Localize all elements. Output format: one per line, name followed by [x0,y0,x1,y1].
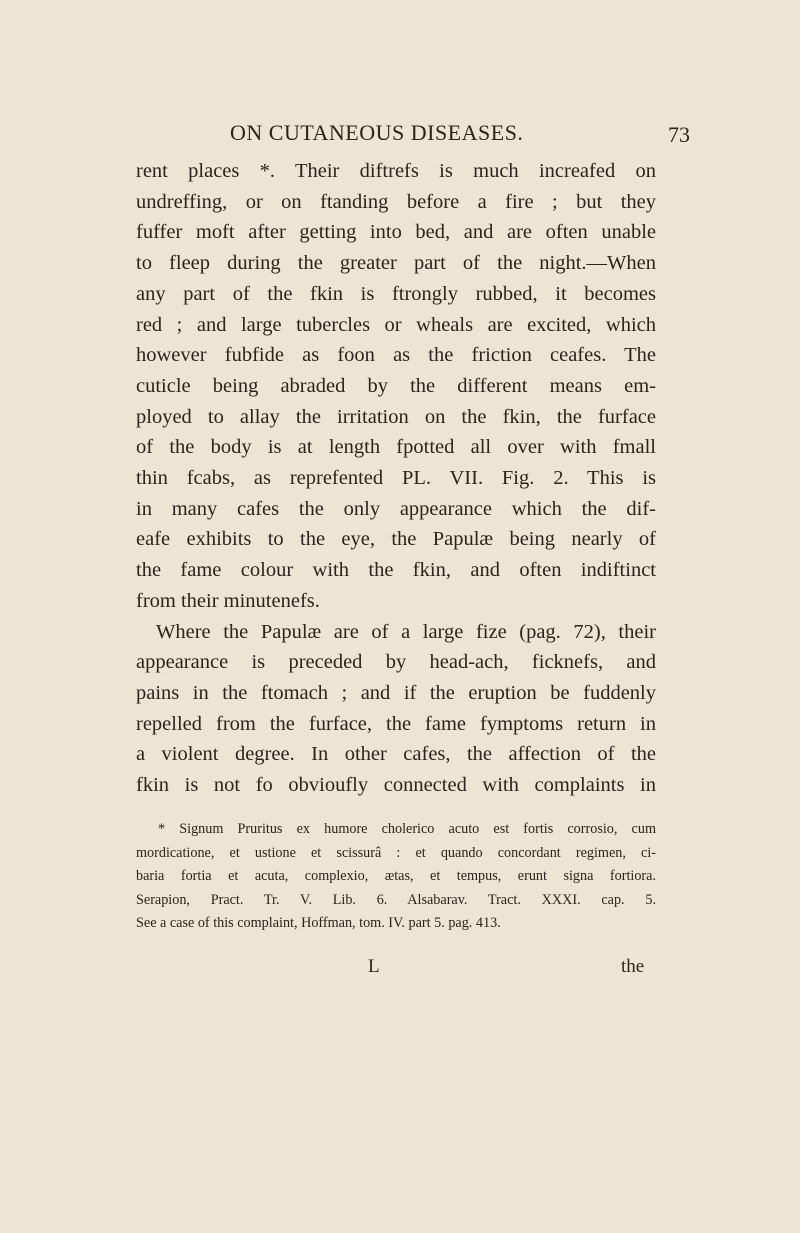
catchword: the [621,956,645,977]
text-line: red ; and large tubercles or wheals are excited, which [136,313,656,336]
text-line: however fubfide as foon as the friction ceafes. The [136,344,656,367]
text-line: of the body is at length fpotted all over with fmall [136,436,656,459]
text-line: pains in the ftomach ; and if the eruption be fuddenly [136,681,656,704]
text-line: Where the Papulæ are of a large fize (pag. 72), their [156,620,656,643]
running-title: ON CUTANEOUS DISEASES. [230,120,524,145]
text-line: undreffing, or on ftanding before a fire ; but they [136,190,656,213]
footnote-line: mordicatione, et ustione et scissurâ : et quando concordant regimen, ci- [136,844,656,861]
text-line: thin fcabs, as reprefented PL. VII. Fig. 2. This is [136,467,656,490]
text-line: in many cafes the only appearance which the dif- [136,497,656,520]
text-line: any part of the fkin is ftrongly rubbed, it becomes [136,282,656,305]
footnote [136,818,656,936]
text-line: cuticle being abraded by the different means em- [136,374,656,397]
text-line: fuffer moft after getting into bed, and are often unable [136,221,656,244]
footnote-line: * Signum Pruritus ex humore cholerico acuto est fortis corrosio, cum [158,821,656,837]
footnote-line: baria fortia et acuta, complexio, ætas, et tempus, erunt signa fortiora. [136,868,656,884]
text-line: eafe exhibits to the eye, the Papulæ being nearly of [136,528,656,551]
main-text [136,156,656,801]
text-line: appearance is preceded by head-ach, ficknefs, and [136,651,656,674]
running-header [220,120,690,154]
text-line: from their minutenefs. [136,589,320,612]
text-line: repelled from the furface, the fame fymptoms return in [136,712,656,735]
page-number: 73 [668,122,690,147]
text-line: a violent degree. In other cafes, the affection of the [136,743,656,766]
page-footer [0,956,800,986]
text-line: the fame colour with the fkin, and often indiftinct [136,559,656,582]
footnote-line: Serapion, Pract. Tr. V. Lib. 6. Alsabarav. Tract. XXXI. cap. 5. [136,891,656,908]
text-line: to fleep during the greater part of the night.—When [136,252,656,275]
text-line: fkin is not fo obvioufly connected with complaints in [136,774,656,797]
text-line: ployed to allay the irritation on the fkin, the furface [136,405,656,428]
text-line: rent places *. Their diftrefs is much increafed on [136,160,656,182]
signature-mark: L [368,956,380,977]
footnote-line: See a case of this complaint, Hoffman, tom. IV. part 5. pag. 413. [136,915,501,931]
